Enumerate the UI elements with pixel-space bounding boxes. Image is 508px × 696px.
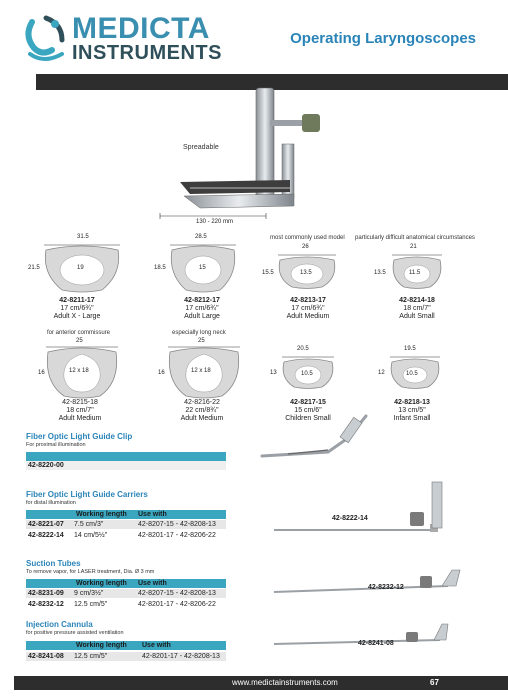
spreadable-laryngoscope-image [170,84,350,224]
blade-caption [372,399,452,423]
blade-name: Adult Small [399,313,435,320]
blade-profile [150,236,260,296]
blade-height: 15.5 [262,270,274,276]
blade-inner: 19 [77,265,84,271]
blade-inner: 11.5 [409,270,421,276]
carrier-image-label: 42-8222-14 [332,515,368,522]
blade-height: 16 [38,370,45,376]
blade-size: 17 cm/6¾" [291,305,325,312]
blade-name: Infant Small [393,415,431,422]
cannula-image-label: 42-8241-08 [358,640,394,647]
blade-note: particularly difficult anatomical circumstances [355,235,475,241]
blade-height: 13.5 [374,270,386,276]
blade-name: Adult X - Large [53,313,101,320]
footer-band [14,676,508,690]
carriers-title: Fiber Optic Light Guide Carriers [26,490,148,499]
blade-width: 21 [410,244,417,250]
blade-code: 42-8211-17 [59,297,95,304]
table-row [26,652,226,661]
blade-code: 42-8218-13 [394,399,430,406]
blade-code: 42-8212-17 [184,297,220,304]
cannula-table-header [26,641,226,650]
blade-size: 17 cm/6¾" [60,305,94,312]
blade-height: 13 [270,370,277,376]
col-use-with: Use with [138,580,167,587]
row-code: 42-8232-12 [28,601,64,608]
col-use-with: Use with [142,642,171,649]
blade-name: Adult Medium [180,415,224,422]
suction-subtitle: To remove vapor, for LASER treatment, Dia. Ø 3 mm [26,569,155,575]
range-label: 130 - 220 mm [196,219,234,225]
suction-tube-image [270,556,470,600]
light-guide-clip-image [258,408,378,468]
blade-inner: 13.5 [300,270,312,276]
row-length: 14 cm/5½" [74,532,108,539]
page-number: 67 [430,678,439,687]
blade-height: 12 [378,370,385,376]
row-use: 42-8207-15 - 42-8208-13 [138,521,216,528]
blade-width: 26 [302,244,309,250]
blade-width: 31.5 [77,234,89,240]
clip-code: 42-8220-00 [26,461,226,470]
blade-height: 21.5 [28,265,40,271]
brand-name: MEDICTA [72,12,210,45]
blade-note: for anterior commissure [47,330,111,336]
blade-name: Children Small [285,415,331,422]
spreadable-label: Spreadable [183,144,219,151]
row-length: 12.5 cm/5" [74,653,108,660]
clip-subtitle: For proximal illumination [26,442,86,448]
row-length: 7.5 cm/3" [74,521,104,528]
row-code: 42-8221-07 [28,521,64,528]
blade-inner: 12 x 18 [69,368,89,374]
blade-size: 15 cm/6" [294,407,322,414]
cannula-subtitle: for positive pressure assisted ventilation [26,630,124,636]
blade-caption [40,399,120,423]
blade-inner: 15 [199,265,206,271]
row-use: 42-8201-17 - 42-8208-13 [142,653,220,660]
blade-caption [162,297,242,321]
blade-profile [152,338,262,400]
blade-code: 42-8215-18 [62,399,98,406]
clip-title: Fiber Optic Light Guide Clip [26,432,133,441]
table-row [26,520,226,529]
blade-name: Adult Medium [286,313,330,320]
blade-caption [162,399,242,423]
blade-caption [268,297,348,321]
page-title: Operating Laryngoscopes [290,30,476,47]
row-use: 42-8201-17 - 42-8206-22 [138,601,216,608]
blade-code: 42-8214-18 [399,297,435,304]
col-working-length: Working length [76,511,127,518]
blade-name: Adult Medium [58,415,102,422]
suction-title: Suction Tubes [26,559,81,568]
table-row [26,531,226,540]
table-row [26,589,226,598]
blade-caption [377,297,457,321]
blade-code: 42-8216-22 [184,399,220,406]
blade-height: 18.5 [154,265,166,271]
blade-note: most commonly used model [270,235,345,241]
blade-width: 25 [76,338,83,344]
blade-code: 42-8213-17 [290,297,326,304]
blade-height: 16 [158,370,165,376]
light-guide-carrier-image [270,478,470,538]
blade-code: 42-8217-15 [290,399,326,406]
row-code: 42-8241-08 [28,653,64,660]
blade-size: 17 cm/6¾" [185,305,219,312]
blade-note: especially long neck [172,330,226,336]
blade-profile [30,338,140,400]
blade-width: 19.5 [404,346,416,352]
table-row [26,600,226,609]
footer-url[interactable]: www.medictainstruments.com [232,678,338,687]
blade-width: 25 [198,338,205,344]
carriers-table-header [26,510,226,519]
blade-size: 18 cm/7" [403,305,431,312]
row-length: 9 cm/3½" [74,590,104,597]
col-use-with: Use with [138,511,167,518]
blade-profile [30,236,140,296]
carriers-subtitle: for distal illumination [26,500,76,506]
cannula-title: Injection Cannula [26,620,93,629]
blade-profile [372,244,462,294]
col-working-length: Working length [76,580,127,587]
suction-image-label: 42-8232-12 [368,584,404,591]
blade-caption [37,297,117,321]
col-working-length: Working length [76,642,127,649]
blade-width: 28.5 [195,234,207,240]
blade-name: Adult Large [184,313,220,320]
brand-subname: INSTRUMENTS [72,42,222,64]
blade-inner: 10.5 [301,371,313,377]
row-code: 42-8222-14 [28,532,64,539]
blade-size: 22 cm/8¾" [185,407,219,414]
blade-profile [266,346,356,396]
blade-inner: 12 x 18 [191,368,211,374]
blade-profile [372,346,462,396]
blade-inner: 10.5 [406,371,418,377]
clip-table-header [26,452,226,461]
row-code: 42-8231-09 [28,590,64,597]
blade-size: 13 cm/5" [398,407,426,414]
blade-profile [262,244,352,294]
suction-table-header [26,579,226,588]
row-length: 12.5 cm/5" [74,601,108,608]
brand-logo-icon [22,14,70,64]
row-use: 42-8207-15 - 42-8208-13 [138,590,216,597]
blade-size: 18 cm/7" [66,407,94,414]
blade-width: 20.5 [297,346,309,352]
row-use: 42-8201-17 - 42-8206-22 [138,532,216,539]
